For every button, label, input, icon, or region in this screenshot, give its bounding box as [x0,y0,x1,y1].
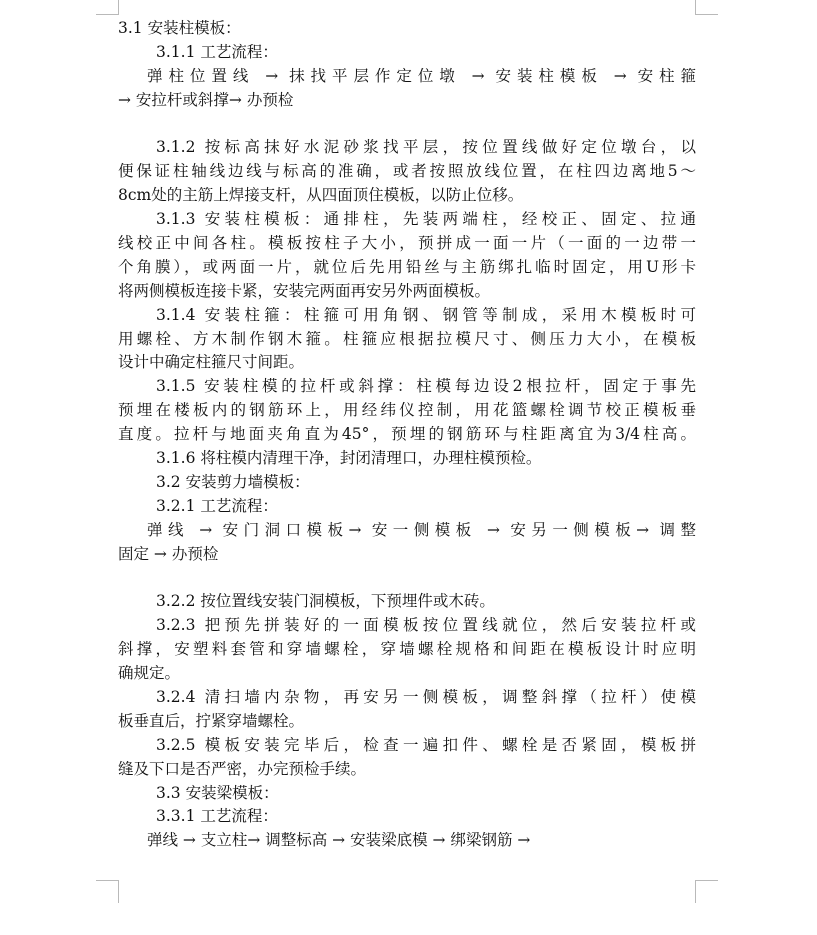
text-line: 弹线 → 安门洞口模板→ 安一侧模板 → 安另一侧模板→ 调整 [147,520,696,539]
blank-line [118,113,696,137]
text-line: 3.1.4 安装柱箍：柱箍可用角钢、钢管等制成，采用木模板时可 [156,305,696,324]
text-line: 设计中确定柱箍尺寸间距。 [118,353,305,372]
text-line: 3.2.3 把预先拼装好的一面模板按位置线就位，然后安装拉杆或 [156,616,696,635]
text-line: 斜撑，安塑料套管和穿墙螺栓，穿墙螺栓规格和间距在模板设计时应明 [118,640,696,659]
margin-corner-mark [96,880,119,903]
text-line: 3.1.3 安装柱模板：通排柱，先装两端柱，经校正、固定、拉通 [156,210,696,229]
text-line: 3.1.1 工艺流程： [156,42,278,61]
text-line: 3.3 安装梁模板： [156,783,279,802]
text-line: 弹线 → 支立柱→ 调整标高 → 安装梁底模 → 绑梁钢筋 → [147,831,531,850]
text-line: 便保证柱轴线边线与标高的准确，或者按照放线位置，在柱四边离地5～ [118,162,696,181]
text-line: 预埋在楼板内的钢筋环上，用经纬仪控制，用花篮螺栓调节校正模板垂 [118,401,696,420]
text-line: 3.2.1 工艺流程： [156,496,278,515]
text-line: → 安拉杆或斜撑→ 办预检 [118,90,294,109]
text-line: 8cm处的主筋上焊接支杆，从四面顶住模板，以防止位移。 [118,186,524,205]
text-line: 确规定。 [118,664,181,683]
margin-corner-mark [96,0,119,15]
text-line: 线校正中间各柱。模板按柱子大小，预拼成一面一片（一面的一边带一 [118,234,696,253]
margin-corner-mark [695,880,718,903]
text-line: 板垂直后，拧紧穿墙螺栓。 [118,711,305,730]
text-line: 弹柱位置线 → 抹找平层作定位墩 → 安装柱模板 → 安柱箍 [147,66,696,85]
text-line: 个角膜），或两面一片，就位后先用铅丝与主筋绑扎临时固定，用U形卡 [118,257,696,276]
text-line: 3.1.2 按标高抹好水泥砂浆找平层，按位置线做好定位墩台，以 [156,138,696,157]
text-line: 固定 → 办预检 [118,544,219,563]
text-line: 3.3.1 工艺流程： [156,807,278,826]
text-line: 3.2.4 清扫墙内杂物，再安另一侧模板，调整斜撑（拉杆）使模 [156,687,696,706]
text-line: 3.2.2 按位置线安装门洞模板，下预埋件或木砖。 [156,592,495,611]
margin-corner-mark [695,0,718,15]
text-line: 3.1 安装柱模板： [118,19,241,37]
text-line: 3.2.5 模板安装完毕后，检查一遍扣件、螺栓是否紧固，模板拼 [156,735,696,754]
document-body [118,17,696,853]
text-line: 用螺栓、方木制作钢木箍。柱箍应根据拉模尺寸、侧压力大小，在模板 [118,329,696,348]
blank-line [118,566,696,590]
text-line: 3.1.5 安装柱模的拉杆或斜撑：柱模每边设2根拉杆，固定于事先 [156,377,696,396]
text-line: 3.1.6 将柱模内清理干净，封闭清理口，办理柱模预检。 [156,449,542,468]
text-line: 缝及下口是否严密，办完预检手续。 [118,759,367,778]
text-line: 直度。拉杆与地面夹角直为45°，预埋的钢筋环与柱距离宜为3/4柱高。 [118,425,696,444]
text-line: 将两侧模板连接卡紧，安装完两面再安另外两面模板。 [118,281,491,300]
text-line: 3.2 安装剪力墙模板： [156,472,310,491]
